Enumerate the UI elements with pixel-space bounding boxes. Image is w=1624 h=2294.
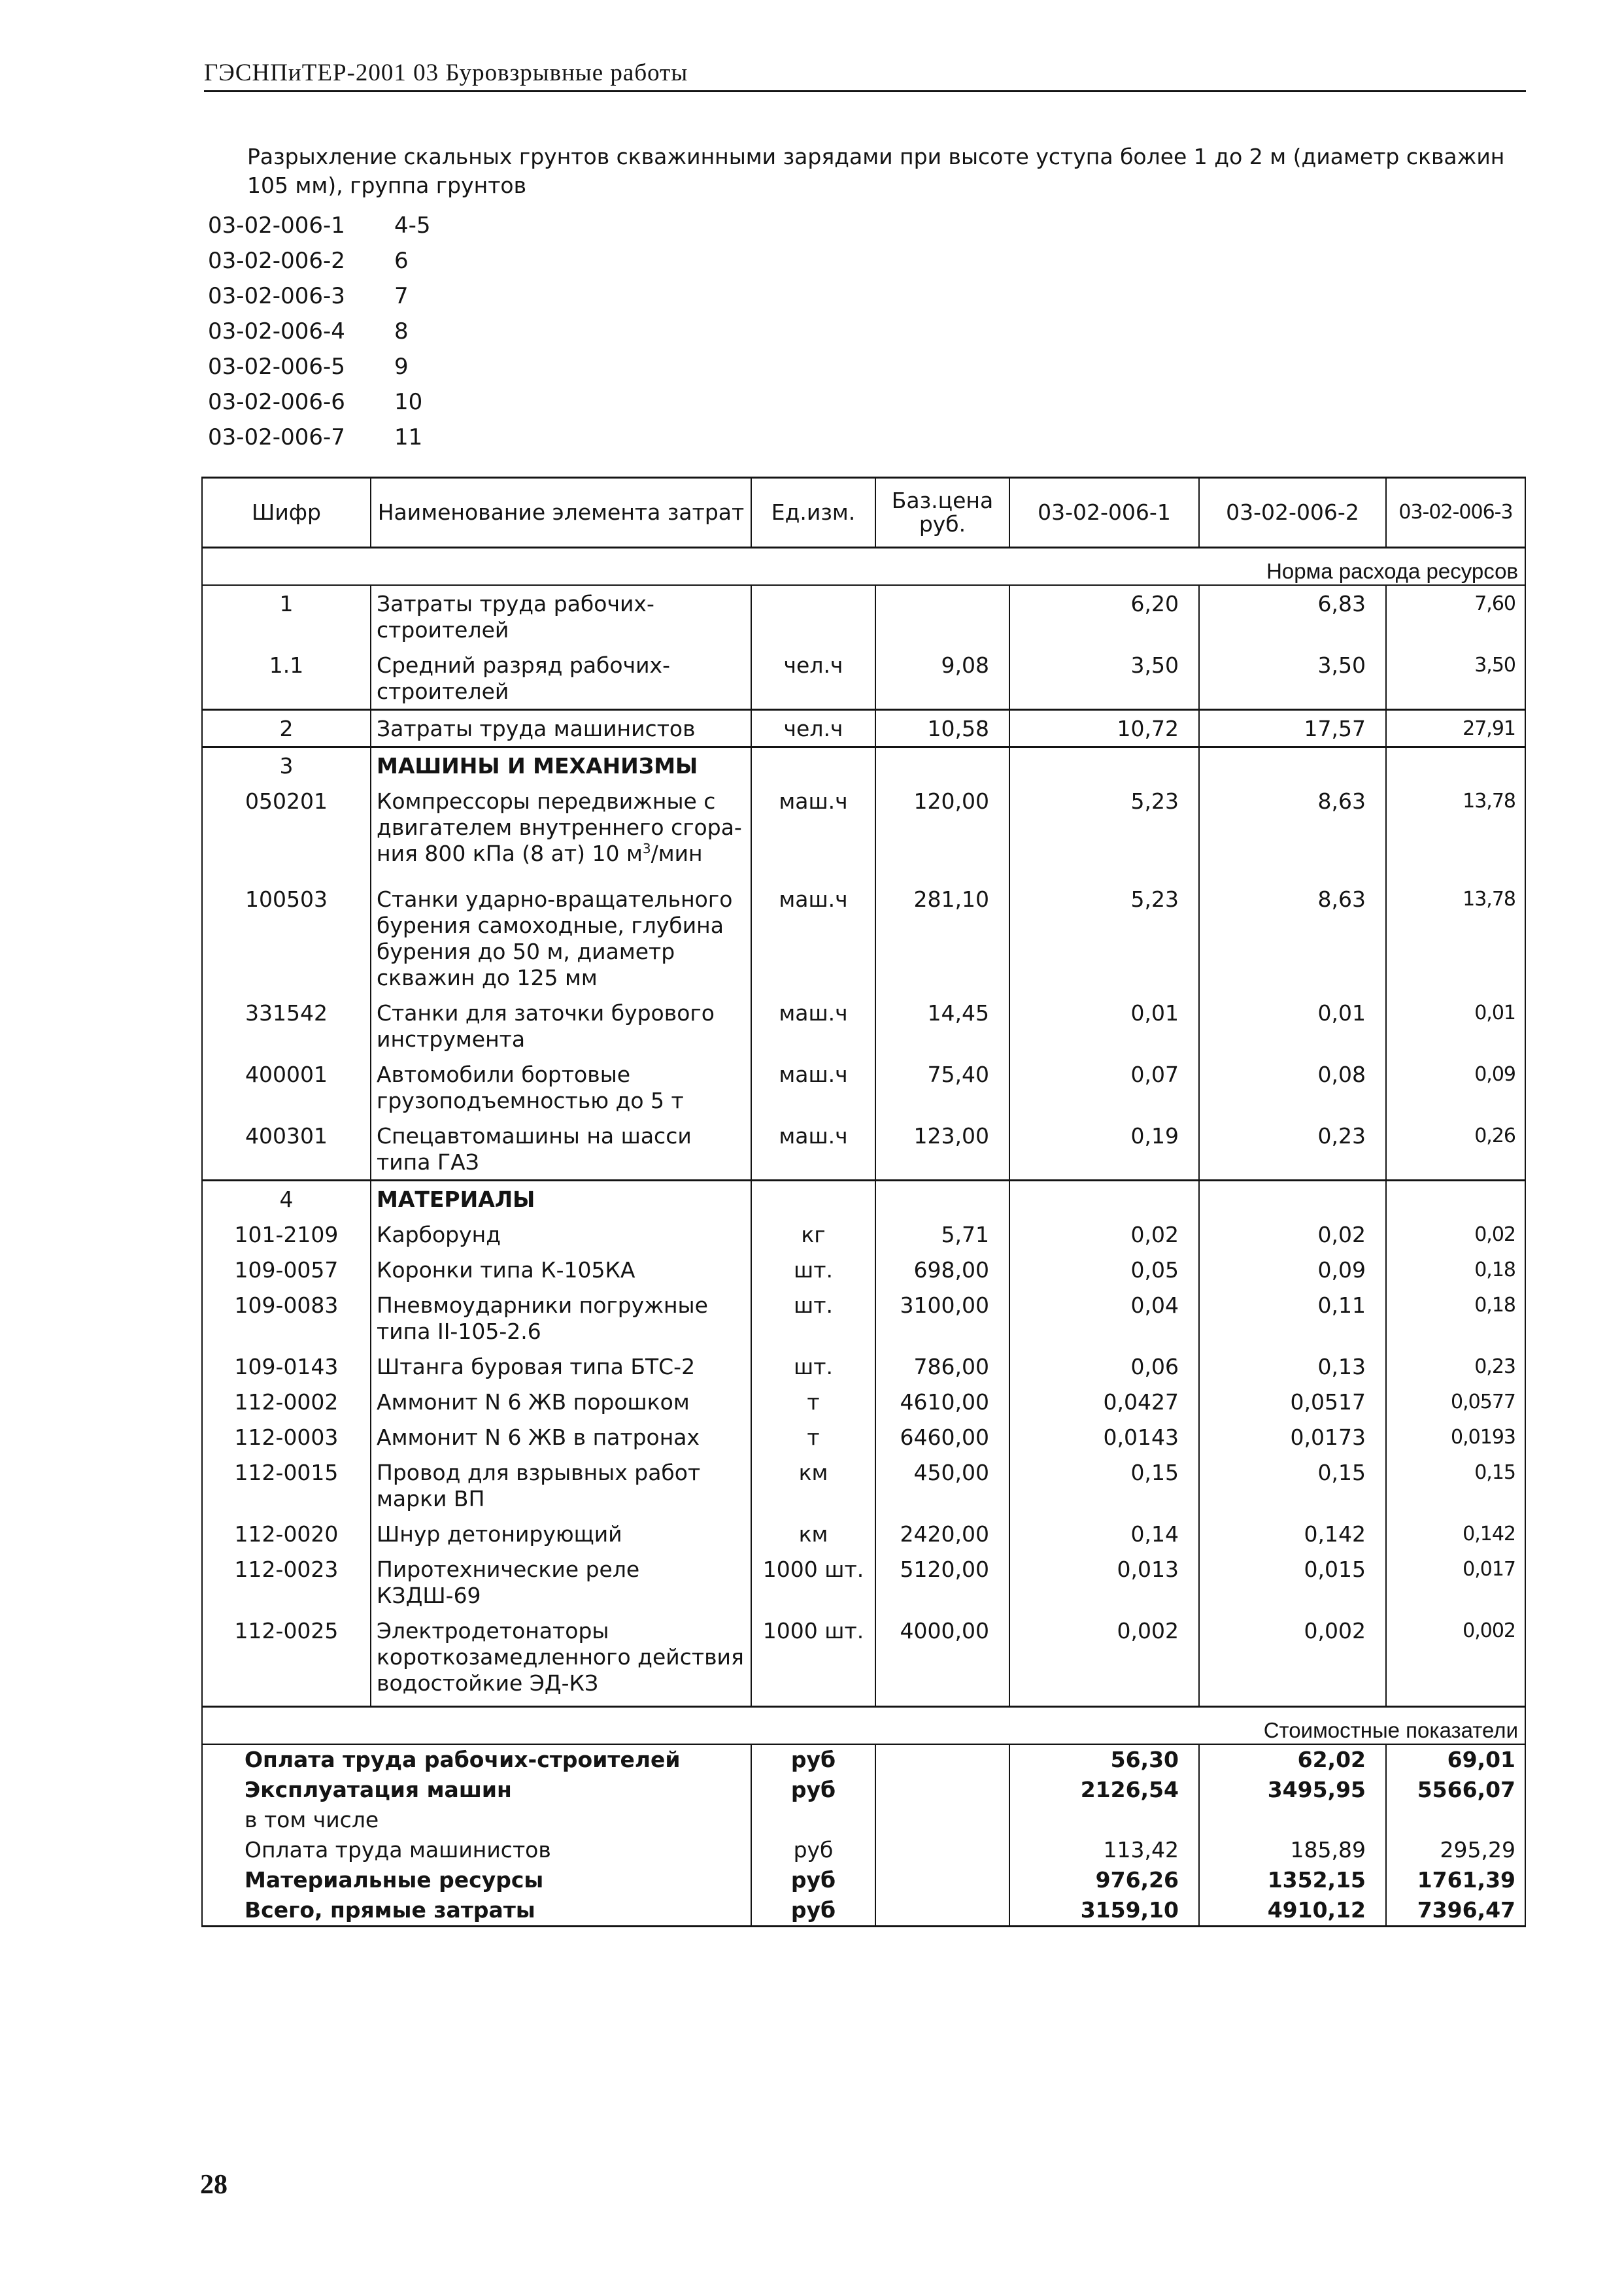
row-unit: шт. — [751, 1287, 875, 1349]
row-price: 786,00 — [875, 1349, 1009, 1384]
row-value-1: 0,04 — [1009, 1287, 1199, 1349]
row-value-1: 0,013 — [1009, 1551, 1199, 1613]
row-value-2: 3,50 — [1199, 647, 1386, 710]
row-unit — [751, 1181, 875, 1217]
table-row — [202, 647, 1525, 710]
row-code: 050201 — [202, 783, 371, 881]
code-list-item — [208, 314, 431, 349]
row-value-3: 7,60 — [1386, 585, 1525, 647]
totals-label: Эксплуатация машин — [202, 1775, 751, 1805]
code-list-code: 03-02-006-6 — [208, 389, 345, 415]
row-value-1: 0,0143 — [1009, 1419, 1199, 1455]
row-unit: чел.ч — [751, 647, 875, 710]
row-value-2: 0,0517 — [1199, 1384, 1386, 1419]
row-value-3: 0,142 — [1386, 1516, 1525, 1551]
row-value-2: 6,83 — [1199, 585, 1386, 647]
row-value-3: 27,91 — [1386, 710, 1525, 747]
code-list-code: 03-02-006-1 — [208, 212, 345, 239]
row-unit — [751, 747, 875, 784]
row-unit: т — [751, 1384, 875, 1419]
row-price: 2420,00 — [875, 1516, 1009, 1551]
totals-value-2: 1352,15 — [1199, 1865, 1386, 1895]
code-list-group: 6 — [394, 248, 409, 274]
totals-value-1 — [1009, 1805, 1199, 1835]
row-code: 2 — [202, 710, 371, 747]
row-code: 331542 — [202, 995, 371, 1056]
totals-value-3: 295,29 — [1386, 1835, 1525, 1865]
row-value-3: 0,02 — [1386, 1217, 1525, 1252]
section-row-cost — [202, 1707, 1525, 1745]
totals-label: Оплата труда машинистов — [202, 1835, 751, 1865]
row-value-1: 3,50 — [1009, 647, 1199, 710]
row-value-1: 0,06 — [1009, 1349, 1199, 1384]
row-name: Затраты труда машинистов — [371, 710, 751, 747]
table-row — [202, 1056, 1525, 1118]
row-unit: кг — [751, 1217, 875, 1252]
row-price: 10,58 — [875, 710, 1009, 747]
code-list-code: 03-02-006-2 — [208, 248, 345, 274]
row-value-1: 5,23 — [1009, 881, 1199, 995]
totals-label: Всего, прямые затраты — [202, 1895, 751, 1927]
row-code: 4 — [202, 1181, 371, 1217]
row-name: Аммонит N 6 ЖВ порошком — [371, 1384, 751, 1419]
row-value-2: 0,02 — [1199, 1217, 1386, 1252]
code-list-item — [208, 349, 431, 384]
totals-price — [875, 1805, 1009, 1835]
row-unit: 1000 шт. — [751, 1613, 875, 1707]
row-unit: 1000 шт. — [751, 1551, 875, 1613]
totals-value-3: 7396,47 — [1386, 1895, 1525, 1927]
row-value-3: 0,23 — [1386, 1349, 1525, 1384]
row-price: 5,71 — [875, 1217, 1009, 1252]
table-row — [202, 1349, 1525, 1384]
row-name: Шнур детонирующий — [371, 1516, 751, 1551]
row-value-3: 0,15 — [1386, 1455, 1525, 1516]
code-list-code: 03-02-006-4 — [208, 318, 345, 345]
row-value-2: 0,142 — [1199, 1516, 1386, 1551]
row-name: Автомобили бортовые грузоподъемностью до 5 т — [371, 1056, 751, 1118]
row-unit — [751, 585, 875, 647]
table-row — [202, 1118, 1525, 1181]
totals-row — [202, 1775, 1525, 1805]
table-row — [202, 1217, 1525, 1252]
row-code: 1.1 — [202, 647, 371, 710]
row-value-2: 0,0173 — [1199, 1419, 1386, 1455]
row-price — [875, 1181, 1009, 1217]
row-unit: маш.ч — [751, 1118, 875, 1181]
row-name: Аммонит N 6 ЖВ в патронах — [371, 1419, 751, 1455]
table-row — [202, 881, 1525, 995]
table-row — [202, 1287, 1525, 1349]
row-value-1: 5,23 — [1009, 783, 1199, 881]
row-value-3: 0,0577 — [1386, 1384, 1525, 1419]
col-header-c2: 03-02-006-2 — [1199, 478, 1386, 548]
row-price: 123,00 — [875, 1118, 1009, 1181]
row-code: 109-0143 — [202, 1349, 371, 1384]
table-row — [202, 1613, 1525, 1707]
row-name — [371, 783, 751, 881]
row-name-text: Компрессоры передвижные с двигателем внутреннего сгора-ния 800 кПа (8 ат) 10 м — [377, 788, 742, 866]
row-name: Спецавтомашины на шасси типа ГАЗ — [371, 1118, 751, 1181]
table-header-row — [202, 478, 1525, 548]
code-list-group: 8 — [394, 318, 409, 345]
row-value-1: 0,05 — [1009, 1252, 1199, 1287]
row-price: 14,45 — [875, 995, 1009, 1056]
col-header-name: Наименование элемента затрат — [371, 478, 751, 548]
table-row — [202, 710, 1525, 747]
row-code: 109-0057 — [202, 1252, 371, 1287]
row-value-1: 0,02 — [1009, 1217, 1199, 1252]
row-value-1: 0,14 — [1009, 1516, 1199, 1551]
row-value-2: 0,15 — [1199, 1455, 1386, 1516]
code-list-group: 7 — [394, 283, 409, 309]
row-price: 9,08 — [875, 647, 1009, 710]
row-price: 4610,00 — [875, 1384, 1009, 1419]
totals-value-2: 185,89 — [1199, 1835, 1386, 1865]
row-code: 109-0083 — [202, 1287, 371, 1349]
col-header-c3: 03-02-006-3 — [1386, 478, 1525, 548]
totals-unit: руб — [751, 1775, 875, 1805]
header-rule — [204, 90, 1526, 92]
row-value-2: 0,09 — [1199, 1252, 1386, 1287]
row-value-3: 0,01 — [1386, 995, 1525, 1056]
row-unit: км — [751, 1455, 875, 1516]
row-name-text-tail: /мин — [651, 841, 703, 866]
code-list-item — [208, 420, 431, 455]
row-value-3 — [1386, 1181, 1525, 1217]
totals-price — [875, 1775, 1009, 1805]
row-code: 400301 — [202, 1118, 371, 1181]
resource-table — [201, 477, 1526, 1927]
row-value-2: 0,23 — [1199, 1118, 1386, 1181]
row-value-2: 0,11 — [1199, 1287, 1386, 1349]
table-row — [202, 747, 1525, 784]
row-name: Станки ударно-вращательного бурения самоходные, глубина бурения до 50 м, диаметр скважин до 125 мм — [371, 881, 751, 995]
row-value-1 — [1009, 747, 1199, 784]
row-name: Затраты труда рабочих-строителей — [371, 585, 751, 647]
row-code: 112-0025 — [202, 1613, 371, 1707]
table-row — [202, 585, 1525, 647]
code-list-item — [208, 384, 431, 420]
row-value-2: 17,57 — [1199, 710, 1386, 747]
row-name: Штанга буровая типа БТС-2 — [371, 1349, 751, 1384]
row-price — [875, 585, 1009, 647]
totals-price — [875, 1835, 1009, 1865]
row-value-2: 0,13 — [1199, 1349, 1386, 1384]
row-price: 5120,00 — [875, 1551, 1009, 1613]
totals-value-3: 1761,39 — [1386, 1865, 1525, 1895]
row-value-3: 0,18 — [1386, 1287, 1525, 1349]
section-title-cost: Стоимостные показатели — [202, 1707, 1525, 1745]
row-name: МАШИНЫ И МЕХАНИЗМЫ — [371, 747, 751, 784]
row-value-1: 0,002 — [1009, 1613, 1199, 1707]
row-code: 112-0015 — [202, 1455, 371, 1516]
col-header-unit: Ед.изм. — [751, 478, 875, 548]
row-value-3: 0,002 — [1386, 1613, 1525, 1707]
row-price: 4000,00 — [875, 1613, 1009, 1707]
totals-row — [202, 1805, 1525, 1835]
section-title-norm: Норма расхода ресурсов — [202, 548, 1525, 586]
row-code: 112-0020 — [202, 1516, 371, 1551]
totals-row — [202, 1744, 1525, 1775]
totals-unit: руб — [751, 1835, 875, 1865]
intro-line-2: 105 мм), группа грунтов — [247, 173, 527, 198]
code-list-code: 03-02-006-7 — [208, 424, 345, 450]
table-row — [202, 1384, 1525, 1419]
totals-row — [202, 1835, 1525, 1865]
code-list-group: 9 — [394, 354, 409, 380]
row-value-2 — [1199, 747, 1386, 784]
row-name: Средний разряд рабочих-строителей — [371, 647, 751, 710]
totals-value-1: 113,42 — [1009, 1835, 1199, 1865]
row-code: 100503 — [202, 881, 371, 995]
totals-row — [202, 1895, 1525, 1927]
section-row-norm — [202, 548, 1525, 586]
code-list — [208, 208, 431, 455]
row-value-2: 0,08 — [1199, 1056, 1386, 1118]
row-value-1: 6,20 — [1009, 585, 1199, 647]
row-name: МАТЕРИАЛЫ — [371, 1181, 751, 1217]
row-value-2: 8,63 — [1199, 881, 1386, 995]
row-value-1: 0,01 — [1009, 995, 1199, 1056]
table-row — [202, 1551, 1525, 1613]
row-value-1: 0,07 — [1009, 1056, 1199, 1118]
row-price: 3100,00 — [875, 1287, 1009, 1349]
row-name: Карборунд — [371, 1217, 751, 1252]
row-unit: маш.ч — [751, 783, 875, 881]
row-unit: т — [751, 1419, 875, 1455]
row-code: 400001 — [202, 1056, 371, 1118]
row-value-2: 8,63 — [1199, 783, 1386, 881]
code-list-item — [208, 208, 431, 243]
row-code: 112-0003 — [202, 1419, 371, 1455]
table-row — [202, 783, 1525, 881]
row-price: 75,40 — [875, 1056, 1009, 1118]
col-header-c1: 03-02-006-1 — [1009, 478, 1199, 548]
row-price — [875, 747, 1009, 784]
row-value-1: 0,0427 — [1009, 1384, 1199, 1419]
row-name: Провод для взрывных работ марки ВП — [371, 1455, 751, 1516]
totals-value-2 — [1199, 1805, 1386, 1835]
row-value-2: 0,015 — [1199, 1551, 1386, 1613]
row-code: 1 — [202, 585, 371, 647]
row-unit: чел.ч — [751, 710, 875, 747]
row-value-3: 3,50 — [1386, 647, 1525, 710]
totals-unit: руб — [751, 1895, 875, 1927]
table-row — [202, 1419, 1525, 1455]
row-code: 101-2109 — [202, 1217, 371, 1252]
row-value-3 — [1386, 747, 1525, 784]
totals-value-2: 4910,12 — [1199, 1895, 1386, 1927]
code-list-item — [208, 243, 431, 278]
row-price: 281,10 — [875, 881, 1009, 995]
code-list-group: 10 — [394, 389, 423, 415]
totals-label: Оплата труда рабочих-строителей — [202, 1744, 751, 1775]
intro-line-1: Разрыхление скальных грунтов скважинными зарядами при высоте уступа более 1 до 2 м (диаметр скважин — [247, 144, 1505, 169]
totals-unit — [751, 1805, 875, 1835]
row-value-2 — [1199, 1181, 1386, 1217]
totals-value-3 — [1386, 1805, 1525, 1835]
row-value-3: 13,78 — [1386, 783, 1525, 881]
intro-text — [247, 143, 1522, 200]
row-unit: маш.ч — [751, 881, 875, 995]
totals-label: в том числе — [202, 1805, 751, 1835]
totals-value-1: 976,26 — [1009, 1865, 1199, 1895]
row-value-3: 0,26 — [1386, 1118, 1525, 1181]
row-name: Пиротехнические реле КЗДШ-69 — [371, 1551, 751, 1613]
totals-value-1: 56,30 — [1009, 1744, 1199, 1775]
running-header: ГЭСНПиТЕР-2001 03 Буровзрывные работы — [204, 59, 688, 86]
code-list-group: 11 — [394, 424, 423, 450]
totals-value-1: 3159,10 — [1009, 1895, 1199, 1927]
col-header-price — [875, 478, 1009, 548]
row-unit: маш.ч — [751, 995, 875, 1056]
row-unit: шт. — [751, 1252, 875, 1287]
totals-price — [875, 1865, 1009, 1895]
row-code: 3 — [202, 747, 371, 784]
totals-value-2: 3495,95 — [1199, 1775, 1386, 1805]
code-list-item — [208, 278, 431, 314]
row-value-1 — [1009, 1181, 1199, 1217]
table-row — [202, 1181, 1525, 1217]
totals-value-2: 62,02 — [1199, 1744, 1386, 1775]
row-price: 698,00 — [875, 1252, 1009, 1287]
table-row — [202, 1455, 1525, 1516]
row-code: 112-0023 — [202, 1551, 371, 1613]
row-name: Электродетонаторы короткозамедленного действия водостойкие ЭД-КЗ — [371, 1613, 751, 1707]
row-value-3: 13,78 — [1386, 881, 1525, 995]
col-header-price-line1: Баз.цена — [891, 488, 994, 513]
row-name-sup: 3 — [642, 841, 651, 856]
row-unit: маш.ч — [751, 1056, 875, 1118]
totals-unit: руб — [751, 1744, 875, 1775]
row-value-2: 0,01 — [1199, 995, 1386, 1056]
code-list-group: 4-5 — [394, 212, 431, 239]
row-value-1: 0,15 — [1009, 1455, 1199, 1516]
col-header-cipher: Шифр — [202, 478, 371, 548]
row-price: 450,00 — [875, 1455, 1009, 1516]
table-row — [202, 1252, 1525, 1287]
row-price: 120,00 — [875, 783, 1009, 881]
row-value-3: 0,09 — [1386, 1056, 1525, 1118]
row-unit: км — [751, 1516, 875, 1551]
row-value-1: 0,19 — [1009, 1118, 1199, 1181]
totals-value-1: 2126,54 — [1009, 1775, 1199, 1805]
totals-unit: руб — [751, 1865, 875, 1895]
row-code: 112-0002 — [202, 1384, 371, 1419]
row-value-3: 0,017 — [1386, 1551, 1525, 1613]
row-unit: шт. — [751, 1349, 875, 1384]
totals-row — [202, 1865, 1525, 1895]
totals-value-3: 69,01 — [1386, 1744, 1525, 1775]
col-header-price-line2: руб. — [919, 511, 966, 537]
totals-price — [875, 1895, 1009, 1927]
table-row — [202, 995, 1525, 1056]
row-value-1: 10,72 — [1009, 710, 1199, 747]
row-name: Станки для заточки бурового инструмента — [371, 995, 751, 1056]
totals-price — [875, 1744, 1009, 1775]
row-price: 6460,00 — [875, 1419, 1009, 1455]
code-list-code: 03-02-006-3 — [208, 283, 345, 309]
totals-value-3: 5566,07 — [1386, 1775, 1525, 1805]
page-number: 28 — [200, 2170, 228, 2200]
table-row — [202, 1516, 1525, 1551]
row-value-2: 0,002 — [1199, 1613, 1386, 1707]
row-value-3: 0,18 — [1386, 1252, 1525, 1287]
row-name: Пневмоударники погружные типа II-105-2.6 — [371, 1287, 751, 1349]
row-name: Коронки типа К-105КА — [371, 1252, 751, 1287]
totals-label: Материальные ресурсы — [202, 1865, 751, 1895]
row-value-3: 0,0193 — [1386, 1419, 1525, 1455]
code-list-code: 03-02-006-5 — [208, 354, 345, 380]
